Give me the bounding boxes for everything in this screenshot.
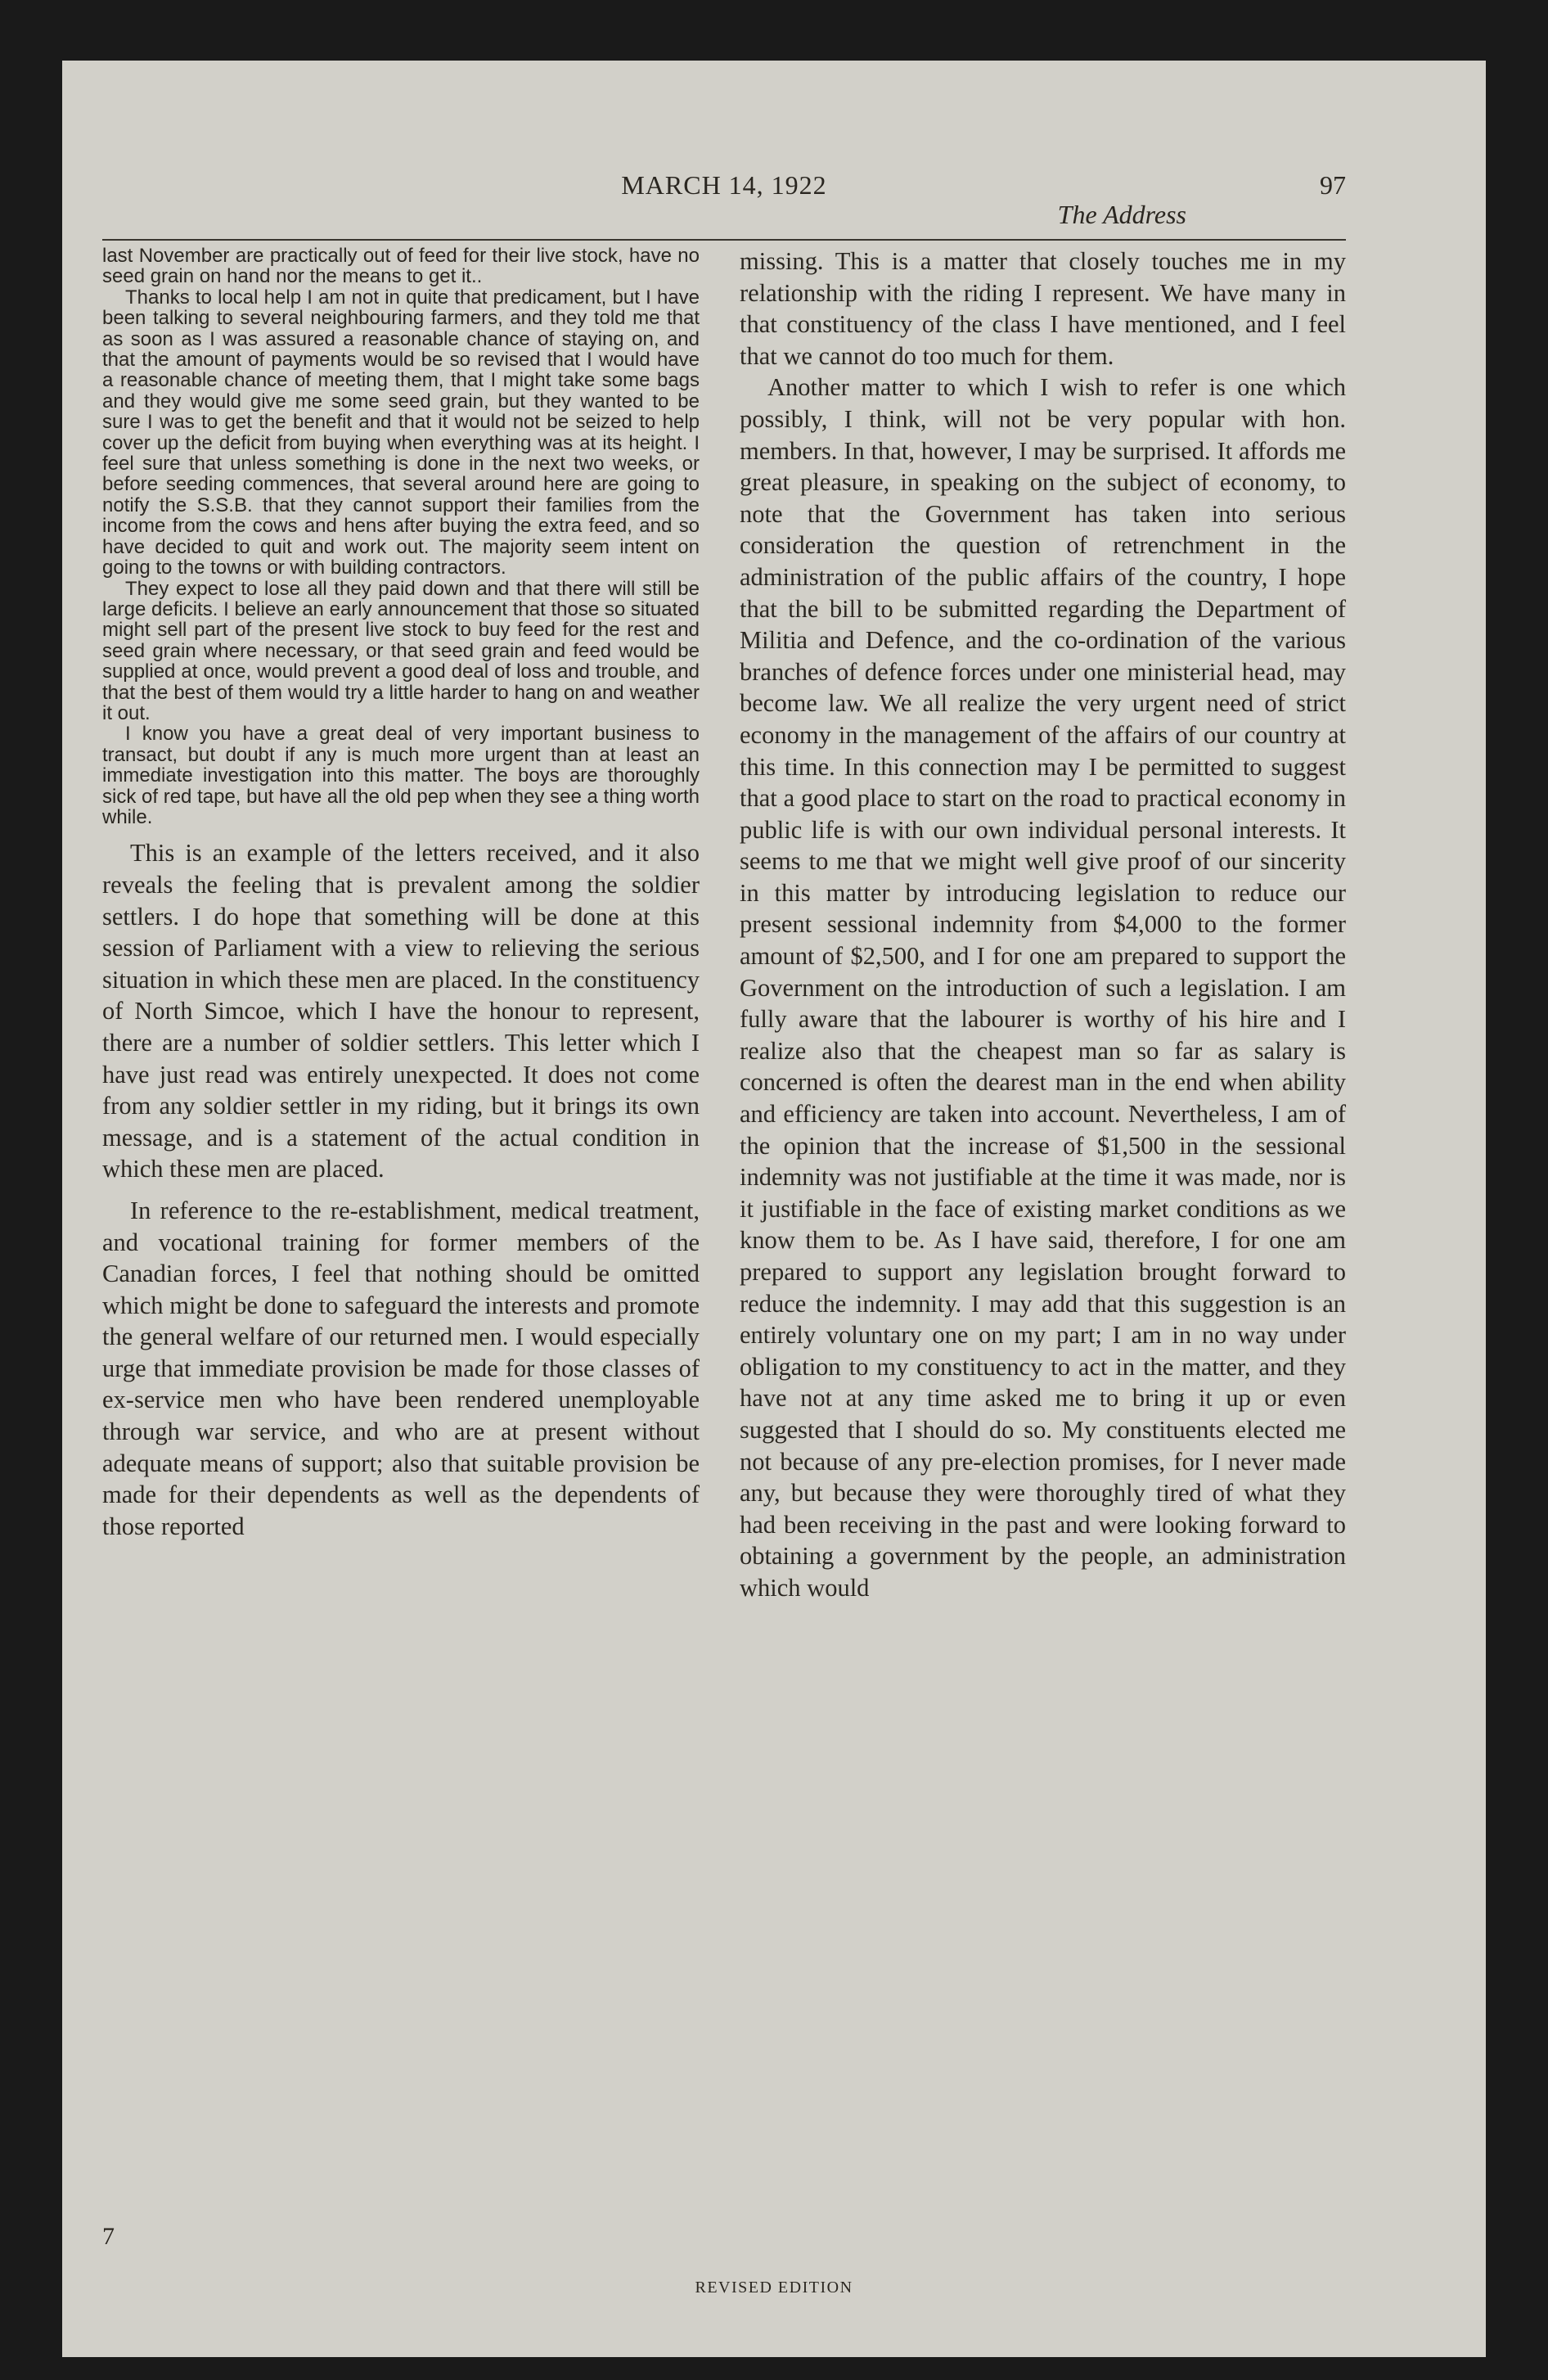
quoted-letter: [102, 246, 700, 827]
header-rule: [102, 239, 1346, 241]
letter-paragraph: I know you have a great deal of very important business to transact, but doubt if any is much more urgent than at least an immediate investigation into this matter. The boys are thoroughly sick of red tape, but have all the old pep when they see a thing worth while.: [102, 723, 700, 828]
left-column: [102, 246, 700, 1542]
speech-text-left: [102, 837, 700, 1542]
letter-paragraph: They expect to lose all they paid down and that there will still be large deficits. I believe an early announcement that those so situated might sell part of the present live stock to buy feed for the rest and seed grain where necessary, or that seed grain and feed would be supplied at once, would prevent a good deal of loss and trouble, and that the best of them would try a little harder to hang on and weather it out.: [102, 577, 700, 724]
spacer: [102, 1185, 700, 1195]
header-page-number: 97: [1320, 170, 1346, 200]
signature-mark: 7: [102, 2223, 115, 2250]
page-sheet: [62, 61, 1486, 2357]
page-header: [102, 105, 1346, 228]
header-date: MARCH 14, 1922: [621, 170, 827, 200]
letter-paragraph: Thanks to local help I am not in quite that predicament, but I have been talking to several neighbouring farmers, and they told me that as soon as I was assured a reasonable chance of staying on, and that the amount of payments would be so revised that I would have a reasonable chance of meeting them, that I might take some bags and they would give me some seed grain, but they wanted to be sure I was to get the benefit and that it would not be seized to help cover up the deficit from buying when everything was at its height. I feel sure that unless something is done in the next two weeks, or before seeding commences, that several around here are going to notify the S.S.B. that they cannot support their families from the income from the cows and hens after buying the extra feed, and so have decided to quit and work out. The majority seem intent on going to the towns or with building contractors.: [102, 286, 700, 579]
body-paragraph: In reference to the re-establishment, medical treatment, and vocational training for former members of the Canadian forces, I feel that nothing should be omitted which might be done to safeguard the interests and promote the general welfare of our returned men. I would especially urge that immediate provision be made for those classes of ex-service men who have been rendered unemployable through war service, and who are at present without adequate means of support; also that suitable provision be made for their dependents as well as the dependents of those reported: [102, 1196, 700, 1540]
right-column: [740, 246, 1346, 1604]
header-section-title: The Address: [1057, 200, 1186, 229]
body-paragraph: Another matter to which I wish to refer is one which possibly, I think, will not be very popular with hon. members. In that, however, I may be surprised. It affords me great pleasure, in speaking on the subject of economy, to note that the Government has taken into serious consideration the question of retrenchment in the administration of the public affairs of the country, I hope that the bill to be submitted regarding the Department of Militia and Defence, and the co-ordination of the various branches of defence forces under one ministerial head, may become law. We all realize the very urgent need of strict economy in the management of the affairs of our country at this time. In this connection may I be permitted to suggest that a good place to start on the road to practical economy in public life is with our own individual personal interests. It seems to me that we might well give proof of our sincerity in this matter by introducing legislation to reduce our present sessional indemnity from $4,000 to the former amount of $2,500, and I for one am prepared to support the Government on the introduction of such a legislation. I am fully aware that the labourer is worthy of his hire and I realize also that the cheapest man so far as salary is concerned is often the dearest man in the end when ability and efficiency are taken into account. Nevertheless, I am of the opinion that the increase of $1,500 in the sessional indemnity was not justifiable at the time it was made, nor is it justifiable in the face of existing market conditions as we know them to be. As I have said, therefore, I for one am prepared to support any legislation brought forward to reduce the indemnity. I may add that this suggestion is an entirely voluntary one on my part; I am in no way under obligation to my constituency to act in the matter, and they have not at any time asked me to bring it up or even suggested that I should do so. My constituents elected me not because of any pre-election promises, for I never made any, but because they were thoroughly tired of what they had been receiving in the past and were looking forward to obtaining a government by the people, an administration which would: [740, 373, 1346, 1602]
body-paragraph: missing. This is a matter that closely touches me in my relationship with the riding I represent. We have many in that constituency of the class I have mentioned, and I feel that we cannot do too much for them.: [740, 247, 1346, 370]
body-paragraph: This is an example of the letters received, and it also reveals the feeling that is prevalent among the soldier settlers. I do hope that something will be done at this session of Parliament with a view to relieving the serious situation in which these men are placed. In the constituency of North Simcoe, which I have the honour to represent, there are a number of soldier settlers. This letter which I have just read was entirely unexpected. It does not come from any soldier settler in my riding, but it brings its own message, and is a statement of the actual condition in which these men are placed.: [102, 839, 700, 1183]
letter-paragraph: last November are practically out of feed for their live stock, have no seed grain on hand nor the means to get it..: [102, 245, 700, 288]
footer-edition: REVISED EDITION: [695, 2279, 853, 2297]
spacer: [102, 827, 700, 837]
